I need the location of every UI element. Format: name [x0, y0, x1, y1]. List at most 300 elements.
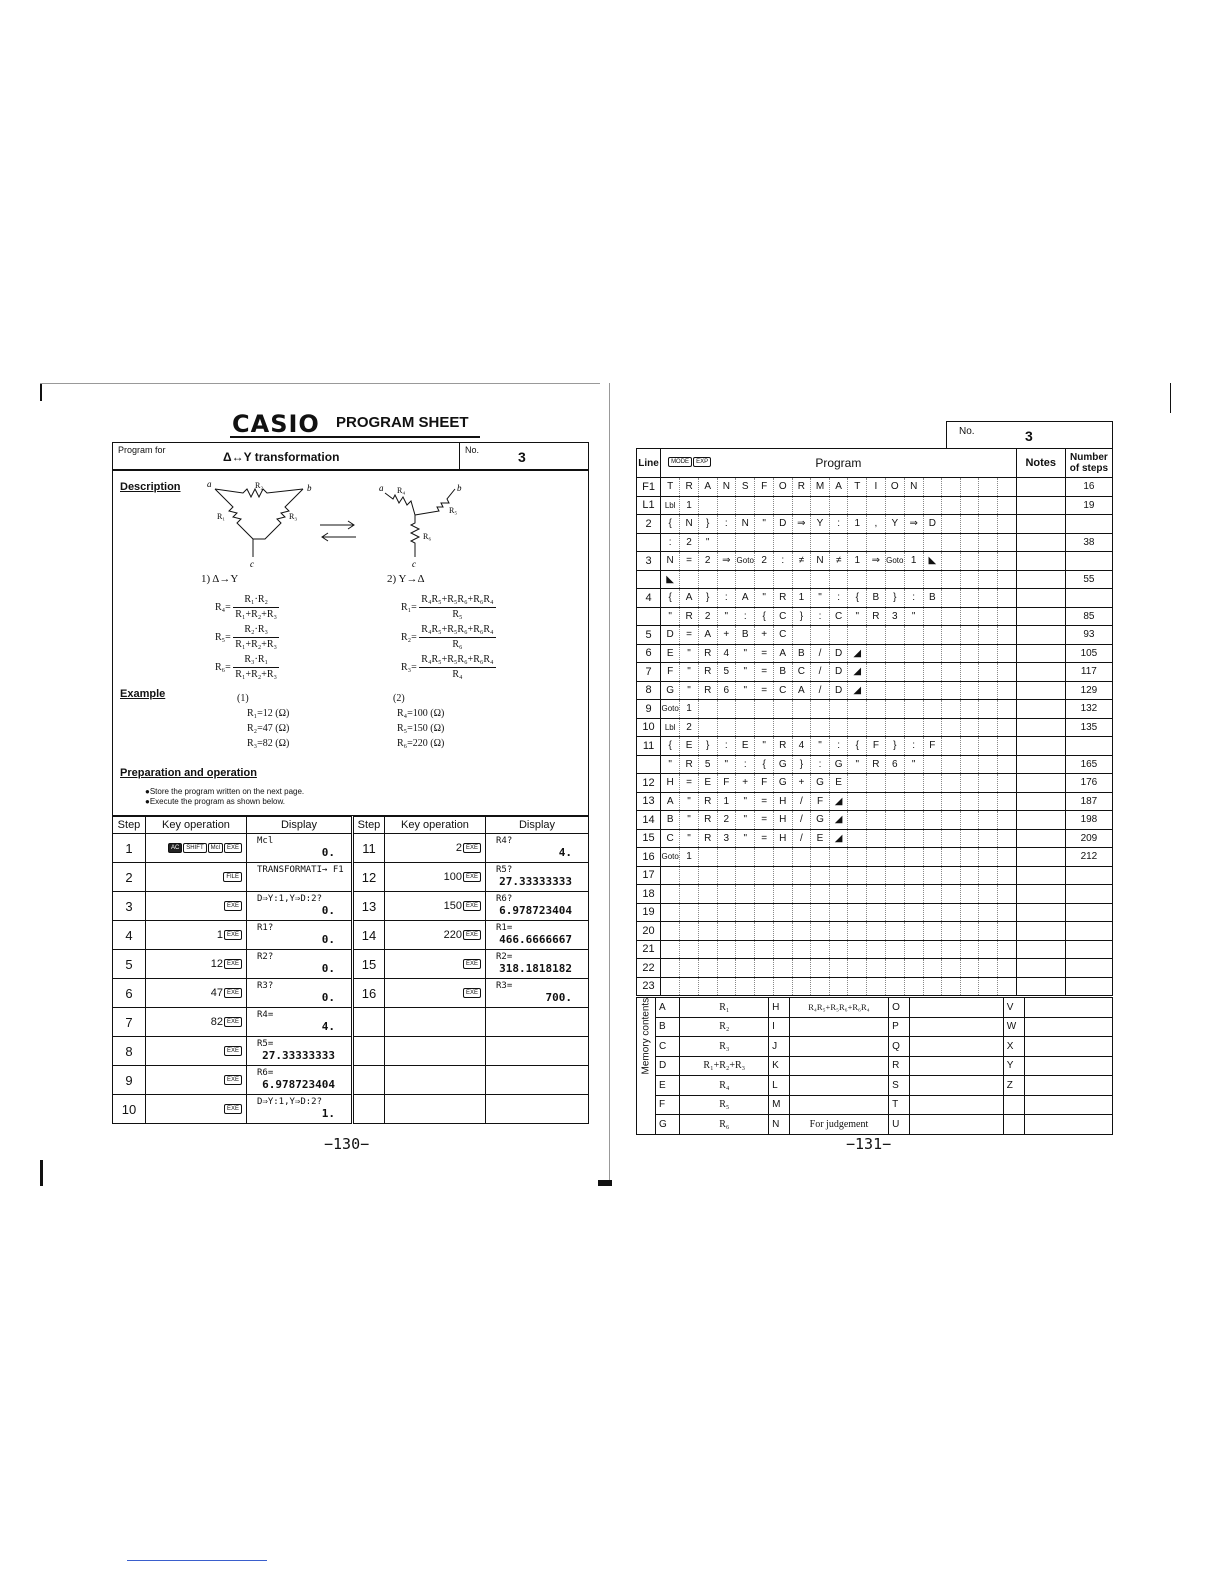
program-cell: + [792, 774, 811, 793]
formula-r2 [401, 623, 551, 650]
program-cell [792, 885, 811, 904]
program-cell [792, 496, 811, 515]
program-cell: N [717, 478, 736, 497]
program-cell: D [829, 681, 848, 700]
program-cell [717, 496, 736, 515]
program-cell [736, 959, 755, 978]
line-number: 13 [637, 792, 661, 811]
prep-list [145, 787, 304, 807]
program-cell [736, 496, 755, 515]
key-operation [385, 1037, 486, 1066]
program-cell: ◢ [829, 829, 848, 848]
line-number: 11 [637, 737, 661, 756]
program-cell [998, 478, 1017, 497]
formula-numerator: R₁·R₂ [233, 593, 279, 608]
steps-cell [1065, 737, 1112, 756]
line-number: 14 [637, 811, 661, 830]
memory-variable: V [1003, 998, 1024, 1018]
program-cell: : [736, 607, 755, 626]
program-cell [904, 829, 923, 848]
y-network-diagram [375, 479, 475, 569]
program-cell: A [698, 478, 717, 497]
notes-cell [1016, 922, 1065, 941]
program-cell [867, 903, 886, 922]
program-row [637, 903, 1113, 922]
program-cell [979, 700, 998, 719]
program-cell [904, 570, 923, 589]
program-cell: R [698, 792, 717, 811]
program-cell [736, 866, 755, 885]
program-cell [923, 829, 942, 848]
program-cell [923, 885, 942, 904]
key-input-value: 2 [455, 842, 462, 854]
program-cell: G [811, 774, 830, 793]
memory-value: R₃ [680, 1037, 769, 1057]
line-number: 7 [637, 663, 661, 682]
display-readout [486, 863, 589, 892]
program-cell [998, 922, 1017, 941]
program-cell [885, 903, 904, 922]
program-cell [829, 922, 848, 941]
example-1-line: R₁=12 (Ω) [247, 708, 290, 719]
display-line-1: R4? [496, 836, 513, 846]
program-cell [717, 848, 736, 867]
program-cell: 1 [848, 515, 867, 534]
formula-denominator: R₁+R₂+R₃ [235, 639, 278, 650]
line-number [637, 607, 661, 626]
exe-key-icon: EXE [224, 1104, 242, 1114]
program-cell [829, 959, 848, 978]
program-cell [904, 940, 923, 959]
page-number-right: −131− [846, 1135, 892, 1153]
memory-value [789, 1076, 888, 1096]
memory-variable: B [656, 1017, 680, 1037]
memory-row [637, 998, 1113, 1018]
program-cell [998, 718, 1017, 737]
line-number: 8 [637, 681, 661, 700]
program-cell: : [717, 589, 736, 608]
operation-row [113, 1095, 589, 1124]
program-cell: B [773, 663, 792, 682]
program-cell [960, 848, 979, 867]
program-cell: { [755, 607, 774, 626]
program-cell [942, 663, 961, 682]
description-box [112, 470, 589, 816]
program-cell: T [848, 478, 867, 497]
program-cell [923, 626, 942, 645]
program-cell [698, 700, 717, 719]
program-cell [680, 903, 699, 922]
program-cell: { [661, 737, 680, 756]
exe-key-icon: EXE [463, 872, 481, 882]
program-cell [773, 922, 792, 941]
program-cell [867, 570, 886, 589]
memory-value [1024, 1095, 1112, 1115]
memory-variable: I [769, 1017, 790, 1037]
program-cell: D [829, 644, 848, 663]
program-cell [848, 774, 867, 793]
line-number: F1 [637, 478, 661, 497]
steps-cell [1065, 940, 1112, 959]
memory-variable: C [656, 1037, 680, 1057]
program-row [637, 848, 1113, 867]
program-cell: R [867, 607, 886, 626]
program-cell [773, 866, 792, 885]
y-label-r4: R₄ [397, 486, 406, 495]
program-cell: 2 [717, 811, 736, 830]
program-cell [885, 959, 904, 978]
program-cell [960, 681, 979, 700]
program-cell [755, 903, 774, 922]
program-cell [942, 811, 961, 830]
y-node-c: c [412, 559, 416, 569]
formula-denominator: R₄ [452, 669, 463, 680]
program-cell [717, 922, 736, 941]
display-readout [247, 1008, 353, 1037]
steps-cell [1065, 885, 1112, 904]
program-cell [829, 848, 848, 867]
memory-variable: X [1003, 1037, 1024, 1057]
program-cell [904, 718, 923, 737]
steps-cell [1065, 866, 1112, 885]
program-cell [661, 903, 680, 922]
program-cell [960, 607, 979, 626]
display-line-1: D⇒Y:1,Y⇒D:2? [257, 894, 323, 904]
notes-cell [1016, 681, 1065, 700]
program-cell [998, 792, 1017, 811]
step-number: 8 [113, 1037, 146, 1066]
program-cell [717, 903, 736, 922]
display-line-1: R6? [496, 894, 513, 904]
program-cell [867, 700, 886, 719]
program-cell: ⇒ [717, 552, 736, 571]
program-cell: ⇒ [904, 515, 923, 534]
program-cell [942, 681, 961, 700]
program-cell: Goto [661, 848, 680, 867]
program-cell [829, 718, 848, 737]
file-key-icon: FILE [223, 872, 242, 882]
program-row [637, 718, 1113, 737]
program-cell: A [736, 589, 755, 608]
example-1 [237, 691, 290, 751]
program-cell [736, 533, 755, 552]
example-label: Example [120, 688, 166, 700]
program-cell [717, 977, 736, 996]
program-cell: { [661, 515, 680, 534]
program-cell [998, 885, 1017, 904]
memory-variable: O [889, 998, 910, 1018]
program-cell [942, 718, 961, 737]
steps-cell: 209 [1065, 829, 1112, 848]
program-cell: " [736, 811, 755, 830]
memory-variable: H [769, 998, 790, 1018]
display-line-2: 4. [558, 846, 572, 859]
right-edge-mark [1170, 383, 1171, 413]
display-readout [247, 892, 353, 921]
steps-cell: 135 [1065, 718, 1112, 737]
program-cell: R [792, 478, 811, 497]
memory-table-body [637, 998, 1113, 1135]
key-operation [385, 1066, 486, 1095]
display-line-1: R5= [257, 1039, 274, 1049]
line-number: 9 [637, 700, 661, 719]
program-cell: E [661, 644, 680, 663]
program-cell [923, 811, 942, 830]
program-cell [698, 885, 717, 904]
program-cell: O [885, 478, 904, 497]
program-cell: : [829, 589, 848, 608]
program-cell [867, 681, 886, 700]
y-node-a: a [379, 483, 384, 493]
key-operation [385, 1095, 486, 1124]
program-cell: 1 [848, 552, 867, 571]
formula-lhs: R₅= [215, 631, 231, 643]
program-cell: : [811, 607, 830, 626]
program-cell [979, 496, 998, 515]
case1-title: 1) Δ→Y [201, 573, 239, 585]
program-cell: : [904, 589, 923, 608]
program-cell: 3 [885, 607, 904, 626]
steps-cell: 105 [1065, 644, 1112, 663]
program-cell [904, 496, 923, 515]
program-cell [942, 774, 961, 793]
key-operation [385, 863, 486, 892]
program-row [637, 774, 1113, 793]
program-cell [848, 903, 867, 922]
program-cell: F [811, 792, 830, 811]
program-row [637, 681, 1113, 700]
key-input-value: 82 [210, 1016, 223, 1028]
formula-numerator: R₄R₅+R₅R₆+R₆R₄ [419, 593, 495, 608]
step-number: 2 [113, 863, 146, 892]
key-operation [385, 979, 486, 1008]
memory-value: R₁ [680, 998, 769, 1018]
program-cell: N [811, 552, 830, 571]
program-cell [998, 589, 1017, 608]
memory-row [637, 1115, 1113, 1135]
line-number [637, 755, 661, 774]
formula-r5 [215, 623, 325, 650]
line-number: 18 [637, 885, 661, 904]
program-cell [979, 885, 998, 904]
program-cell [680, 885, 699, 904]
program-cell: 5 [698, 755, 717, 774]
program-cell [998, 737, 1017, 756]
program-cell [848, 922, 867, 941]
memory-variable: K [769, 1056, 790, 1076]
program-row [637, 737, 1113, 756]
program-cell [661, 922, 680, 941]
program-row [637, 570, 1113, 589]
program-cell [979, 478, 998, 497]
program-row [637, 866, 1113, 885]
display-line-1: R4= [257, 1010, 274, 1020]
program-cell [811, 866, 830, 885]
program-cell [904, 922, 923, 941]
program-cell [998, 940, 1017, 959]
program-cell: 4 [717, 644, 736, 663]
delta-label-r1: R₁ [217, 512, 226, 521]
program-cell: B [923, 589, 942, 608]
program-cell [960, 755, 979, 774]
operation-table [112, 816, 589, 1124]
program-cell: " [904, 755, 923, 774]
step-number: 7 [113, 1008, 146, 1037]
case2-title: 2) Y→Δ [387, 573, 425, 585]
notes-cell [1016, 774, 1065, 793]
prep-item: ●Execute the program as shown below. [145, 797, 286, 806]
program-cell: " [680, 829, 699, 848]
program-cell [904, 700, 923, 719]
program-cell [867, 829, 886, 848]
program-cell: = [755, 663, 774, 682]
program-cell: " [680, 811, 699, 830]
prep-item: ●Store the program written on the next page. [145, 787, 305, 796]
program-cell: { [661, 589, 680, 608]
program-cell [755, 496, 774, 515]
program-cell [960, 552, 979, 571]
steps-cell: 38 [1065, 533, 1112, 552]
program-cell [773, 718, 792, 737]
program-cell [736, 940, 755, 959]
notes-cell [1016, 552, 1065, 571]
display-readout [247, 834, 353, 863]
memory-variable: Z [1003, 1076, 1024, 1096]
steps-cell [1065, 959, 1112, 978]
display-readout [247, 1095, 353, 1124]
memory-variable: M [769, 1095, 790, 1115]
display-line-1: R2= [496, 952, 513, 962]
program-cell [923, 663, 942, 682]
operation-row [113, 950, 589, 979]
display-line-1: R5? [496, 865, 513, 875]
notes-cell [1016, 700, 1065, 719]
program-table [636, 448, 1113, 996]
program-cell [848, 959, 867, 978]
program-cell: " [755, 515, 774, 534]
program-cell: A [661, 792, 680, 811]
program-cell [960, 903, 979, 922]
line-number: 2 [637, 515, 661, 534]
program-cell: N [680, 515, 699, 534]
ac-key-icon: AC [168, 843, 182, 853]
program-cell [661, 959, 680, 978]
program-cell [829, 903, 848, 922]
program-cell [923, 755, 942, 774]
program-cell: " [680, 663, 699, 682]
program-cell: " [848, 755, 867, 774]
operation-row [113, 863, 589, 892]
notes-cell [1016, 792, 1065, 811]
program-cell [979, 866, 998, 885]
program-cell [848, 811, 867, 830]
memory-variable: S [889, 1076, 910, 1096]
memory-value [789, 1017, 888, 1037]
program-row [637, 792, 1113, 811]
program-cell [848, 626, 867, 645]
program-cell [885, 496, 904, 515]
program-cell: " [755, 589, 774, 608]
program-cell: D [923, 515, 942, 534]
program-cell [698, 496, 717, 515]
program-cell [960, 533, 979, 552]
display-line-1: D⇒Y:1,Y⇒D:2? [257, 1097, 323, 1107]
program-cell: " [736, 663, 755, 682]
program-cell [979, 681, 998, 700]
example-2-line: R₆=220 (Ω) [397, 738, 445, 749]
program-cell [867, 533, 886, 552]
program-cell [942, 737, 961, 756]
formula-numerator: R₄R₅+R₅R₆+R₆R₄ [419, 623, 495, 638]
program-cell [960, 885, 979, 904]
program-cell [979, 922, 998, 941]
program-cell [811, 496, 830, 515]
line-number: 10 [637, 718, 661, 737]
notes-cell [1016, 866, 1065, 885]
program-cell [885, 644, 904, 663]
col-display: Display [247, 817, 353, 834]
program-cell [960, 959, 979, 978]
notes-cell [1016, 589, 1065, 608]
program-cell: R [698, 663, 717, 682]
program-cell [904, 885, 923, 904]
key-input-value: 1 [216, 929, 223, 941]
program-cell [885, 700, 904, 719]
program-cell: G [773, 774, 792, 793]
memory-value: For judgement [789, 1115, 888, 1135]
program-cell [960, 700, 979, 719]
program-cell: C [661, 829, 680, 848]
program-cell: " [680, 681, 699, 700]
program-cell [680, 940, 699, 959]
program-cell [698, 866, 717, 885]
memory-variable: T [889, 1095, 910, 1115]
formula-denominator: R₁+R₂+R₃ [235, 609, 278, 620]
program-cell: : [661, 533, 680, 552]
program-cell: { [848, 589, 867, 608]
key-input-value: 220 [443, 929, 462, 941]
program-cell: F [755, 478, 774, 497]
program-row [637, 885, 1113, 904]
program-cell: , [867, 515, 886, 534]
display-line-2: 27.33333333 [499, 875, 572, 888]
program-title: Δ↔Y transformation [223, 450, 340, 464]
operation-row [113, 979, 589, 1008]
delta-node-a: a [207, 479, 212, 489]
program-cell [960, 515, 979, 534]
program-cell [923, 848, 942, 867]
program-cell: { [848, 737, 867, 756]
program-cell [998, 515, 1017, 534]
program-cell: = [755, 681, 774, 700]
program-cell: = [755, 811, 774, 830]
step-number: 5 [113, 950, 146, 979]
exe-key-icon: EXE [463, 930, 481, 940]
display-line-2: 318.1818182 [499, 962, 572, 975]
program-cell: } [885, 589, 904, 608]
y-label-r5: R₅ [449, 506, 458, 515]
program-cell [942, 977, 961, 996]
program-cell [680, 959, 699, 978]
program-cell: H [773, 792, 792, 811]
program-cell [680, 922, 699, 941]
line-number: 5 [637, 626, 661, 645]
program-cell: H [661, 774, 680, 793]
program-cell [867, 940, 886, 959]
program-cell [848, 829, 867, 848]
program-cell [792, 903, 811, 922]
program-cell: R [773, 737, 792, 756]
